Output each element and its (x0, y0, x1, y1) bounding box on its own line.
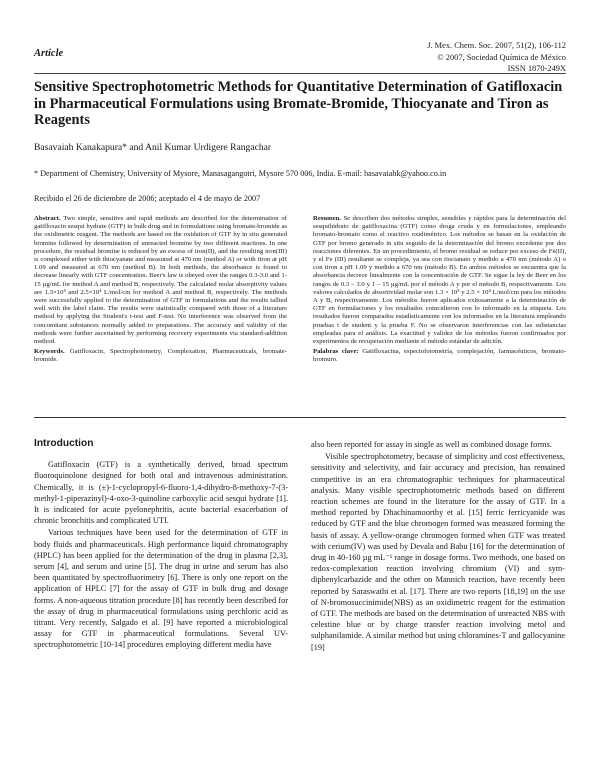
article-label: Article (34, 48, 64, 59)
journal-copyright-line: © 2007, Sociedad Química de México (437, 52, 566, 62)
intro-right-column (311, 439, 565, 654)
intro-paragraph: also been reported for assay in single as well as combined dosage forms. (311, 440, 552, 449)
intro-paragraph: Various techniques have been used for the determination of GTF in body fluids and pharmaceuticals. High performance liquid chromatography (HPLC) has been applied for the determination of the drug in plasma [2,3], serum [4], and serum and urine [5]. The drug in urine and serum has also been quantitated by spectrofluorimetry [6]. There is only one report on the application of HPLC [7] for the assay of GTF in bulk drug and dosage forms. A non-aqueous titration procedure [8] has recently been described for the assay of drug in pharmaceutical formulations using perchloric acid as titrant. Very recently, Salgado et al. [9] have reported a microbiological assay for GTF in pharmaceutical formulations. Several UV-spectrophotometric [10-14] procedures employing different media have (34, 528, 288, 650)
section-divider (34, 417, 566, 418)
abstract-english (34, 215, 287, 367)
abstract-spanish-body (313, 215, 566, 346)
keywords-spanish (313, 348, 566, 364)
keywords-english (34, 348, 287, 364)
intro-paragraph: Visible spectrophotometry, because of simplicity and cost effectiveness, sensitivity and selectivity, and fair accuracy and precision, has remained competitive in an era chromatographic techniques for pharmaceutical analysis. Many visible spectrophotometric methods based on different reaction schemes are found in the literature for the assay of GTF. In a method reported by Dhachinamoorthy et al. [15] ferric ferricyanide was reduced by GTF and the blue chromogen formed was measured forming the basis of assay. A yellow-orange chromogen formed when GTF was treated with cerium(IV) was used by Devala and Babu [16] for the determination of drug in 40-160 µg mL⁻¹ range in dosage forms. Two methods, one based on redox-complexation reaction involving chromium (VI) and sym-diphenylcarbazide and the other on Mannich reaction, have recently been reported by Saraswathi et al. [17]. There are two reports [18,19] on the use of N-bromosuccinimide(NBS) as an oxidimetric reagent for the estimation of GTF. The methods are based on the determination of unreacted NBS with celestine blue or by charge transfer reaction involving metol and sulphanilamide. A similar method but using chloramines-T and gallocyanine [19] (311, 452, 565, 652)
resumen-label: Resumen. (313, 215, 342, 222)
intro-left-column (34, 438, 288, 652)
intro-paragraph: Gatifloxacin (GTF) is a synthetically derived, broad spectrum fluoroquinolone designed for both oral and intravenous administration. Chemically, it is (±)-1-cyclopropyl-6-fluoro-1,4-dihydro-8-methoxy-7-(3-methyl-1-piperazinyl)-4-oxo-3-quinoline carboxylic acid sesqui hydrate [1]. It is indicated for acute pyelonephritis, acute bacterial exacerbation of chronic bronchitis and complicated UTI. (34, 460, 288, 526)
journal-citation (427, 40, 566, 75)
journal-citation-line: J. Mex. Chem. Soc. 2007, 51(2), 106-112 (427, 41, 566, 50)
abstract-text: Two simple, sensitive and rapid methods are described for the determination of gatifloxacin sesqui hydrate (GTF) in bulk drug and in formulations using bromate-bromide as the oxidimetric reagent. The methods are based on the oxidation of GTF by in situ generated bromine followed by determination of unreacted bromine by two different reactions. In one procedure, the residual bromine is reduced by an excess of iron(II), and the resulting iron(III) is complexed either with thiocyanate and measured at 470 nm (method A) or with tiron at pH 1.09 and measured at 670 nm (method B). In both methods, the absorbance is found to decrease linearly with GTF concentration. Beer's law is obeyed over the ranges 0.3-3.0 and 1-15 µg/mL for method A and method B, respectively. The calculated molar absorptivity values are 1.3×10⁵ and 2.5×10⁴ L/mol/cm for method A and method B, respectively. The methods were successfully applied to the determination of GTF in formulations and the results tallied well with the label claim. The results were statistically compared with those of a literature method by applying the Student's t-test and F-test. No interference was observed from the concomitant substances normally added to preparations. The accuracy and validity of the methods were further ascertained by performing recovery experiments via standard-addition method. (34, 215, 287, 346)
author-affiliation: * Department of Chemistry, University of Mysore, Manasagangotri, Mysore 570 006, India. E-mail: basavaiahk@yahoo.co.in (34, 169, 447, 178)
header-divider (34, 73, 566, 74)
keywords-text: Gatifloxacin, Spectrophotometry, Complexation, Pharmaceuticals, bromate-bromide. (34, 348, 287, 364)
palabras-clave-label: Palabras clave: (313, 348, 359, 356)
resumen-text: Se describen dos métodos simples, sensibles y rápidos para la determinación del sesquihidrato de gatifloxacina (GTF) como droga cruda y en formulaciones, empleando bromato-bromato como el reactivo oxidimétrico. Los métodos se basan en la oxidación de GTF por bromo generado in situ seguido de la determinación del bromo excedente por dos reacciones diferentes. En un procedimiento, el bromo residual se reduce por exceso de Fe(II), y el Fe (III) resultante se compleja, ya sea con tiocianato y medido a 470 nm (método A) o con tiron a pH 1.09 y medido a 670 nm (método B). En ambos métodos se encuentra que la absorbancia decrece linealmente con la concentración de GTF. Se sigue la ley de Beer en los rangos de 0.3 – 3.0 y 1 – 15 µg/mL por el método A y por el método B, respectivamente. Los valores calculados de absortividad molar son 1.3 × 10⁵ y 2.5 × 10⁴ L/mol/cm para los métodos A y B, respectivamente. Los métodos fueron aplicados exitosamente a la determinación de GTF en formulaciones y los resultados coincidieron con lo informado en la etiqueta. Los resultados fueron comparados estadísticamente con los informados en la literatura empleando pruebas t de student y la prueba F. No se observaron interferencias con las substancias empleadas para el análisis. La exactitud y validez de los métodos fueron confirmados por experimentos de recuperación mediante el método estándar de adición. (313, 215, 566, 346)
keywords-label: Keywords. (34, 348, 65, 356)
intro-heading: Introduction (34, 438, 94, 449)
abstract-label: Abstract. (34, 215, 61, 222)
paper-authors: Basavaiah Kanakapura* and Anil Kumar Urdigere Rangachar (34, 142, 272, 153)
palabras-clave-text: Gatifloxacina, espectofotometría, complejación, farmacéuticos, bromato-bromuro. (313, 348, 566, 364)
journal-issn-line: ISSN 1870-249X (507, 64, 566, 73)
paper-title: Sensitive Spectrophotometric Methods for Quantitative Determination of Gatifloxacin in Pharmaceutical Formulations using Bromate-Bromide, Thiocyanate and Tiron as Reagents (34, 79, 563, 128)
abstract-spanish (313, 215, 566, 367)
received-dates: Recibido el 26 de diciembre de 2006; aceptado el 4 de mayo de 2007 (34, 194, 261, 203)
journal-header (20, 40, 580, 73)
abstract-english-body (34, 215, 287, 346)
